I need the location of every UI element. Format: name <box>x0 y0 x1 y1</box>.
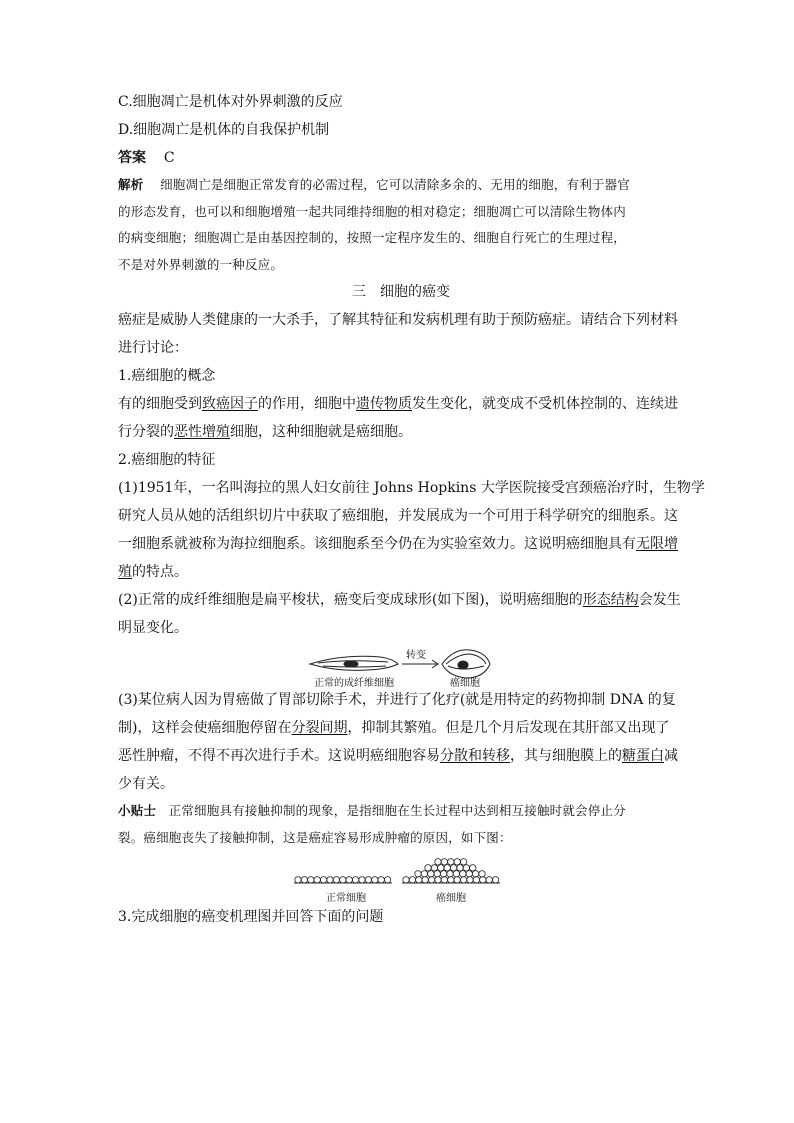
cancer-cell <box>440 871 446 877</box>
text: 制)，这样会使癌细胞停留在 <box>118 720 292 736</box>
cancer-cell <box>416 877 422 883</box>
underlined-answer: 无限增 <box>636 536 678 552</box>
cancer-cell <box>403 877 409 883</box>
normal-cell <box>327 877 333 883</box>
cancer-cell-label: 癌细胞 <box>450 678 480 689</box>
normal-cell <box>365 877 371 883</box>
cancer-cell <box>448 859 454 865</box>
document-page <box>118 88 705 931</box>
cancer-cell <box>486 877 492 883</box>
cancer-cell <box>415 871 421 877</box>
underlined-answer: 分裂间期 <box>291 720 348 736</box>
text: 减 <box>664 748 678 764</box>
intro-line-1: 癌症是威胁人类健康的一大杀手，了解其特征和发病机理有助于预防癌症。请结合下列材料 <box>118 312 678 328</box>
cancer-cell <box>447 871 453 877</box>
text: 有的细胞受到 <box>118 396 202 412</box>
cancer-cell <box>466 871 472 877</box>
text: 发生变化，就变成不受机体控制的、连续进 <box>412 396 678 412</box>
cancer-cell <box>460 859 466 865</box>
intro-line-2: 进行讨论： <box>118 340 188 356</box>
para-3-line-1 <box>118 586 684 614</box>
underlined-answer: 遗传物质 <box>356 396 412 412</box>
cancer-cell <box>422 877 428 883</box>
option-d: D.细胞凋亡是机体的自我保护机制 <box>118 122 330 138</box>
answer-label: 答案 <box>118 150 146 166</box>
cancer-cell <box>428 877 434 883</box>
normal-cell <box>372 877 378 883</box>
text: 行分裂的 <box>118 424 174 440</box>
underlined-answer: 殖 <box>118 564 132 580</box>
para-4-line-1: (3)某位病人因为胃癌做了胃部切除手术，并进行了化疗(就是用特定的药物抑制 DNA 的复 <box>118 692 676 708</box>
cancer-cell <box>441 859 447 865</box>
para-4-line-2 <box>118 714 684 742</box>
cancer-cell <box>431 865 437 871</box>
underlined-answer: 致癌因子 <box>202 396 258 412</box>
cancer-cell <box>453 871 459 877</box>
text: 细胞，这种细胞就是癌细胞。 <box>230 424 412 440</box>
answer-line <box>118 144 684 172</box>
para-2-line-1: (1)1951年，一名叫海拉的黑人妇女前往 Johns Hopkins 大学医院接受宫颈癌治疗时，生物学 <box>118 480 705 496</box>
cancer-cell <box>492 877 498 883</box>
text: 的特点。 <box>132 564 188 580</box>
text: 一细胞系就被称为海拉细胞系。该细胞系至今仍在为实验室效力。这说明癌细胞具有 <box>118 536 636 552</box>
cancer-cell <box>441 877 447 883</box>
normal-cell <box>359 877 365 883</box>
underlined-answer: 分散和转移 <box>440 748 510 764</box>
analysis-label: 解析 <box>118 177 144 192</box>
normal-cell <box>308 877 314 883</box>
cancer-cell <box>460 877 466 883</box>
normal-cell <box>340 877 346 883</box>
underlined-answer: 恶性增殖 <box>174 424 230 440</box>
analysis-line-3: 的病变细胞；细胞凋亡是由基因控制的，按照一定程序发生的、细胞自行死亡的生理过程， <box>118 230 627 245</box>
cancer-cell <box>463 865 469 871</box>
text: (2)正常的成纤维细胞是扁平梭状，癌变后变成球形(如下图)，说明癌细胞的 <box>118 592 583 608</box>
cancer-cell <box>470 865 476 871</box>
cancer-cell <box>428 871 434 877</box>
tip-line-1 <box>118 798 684 825</box>
cancer-cell <box>479 871 485 877</box>
normal-cell <box>301 877 307 883</box>
section-title: 三 细胞的癌变 <box>352 284 450 300</box>
figure-contact-inhibition <box>118 851 684 903</box>
heading-2: 2.癌细胞的特征 <box>118 452 216 468</box>
normal-cell <box>352 877 358 883</box>
text: ，抑制其繁殖。但是几个月后发现在其肝部又出现了 <box>347 720 670 736</box>
analysis-line-4: 不是对外界刺激的一种反应。 <box>118 256 284 272</box>
cancer-cell <box>435 859 441 865</box>
para-2-line-2: 研究人员从她的活组织切片中获取了癌细胞，并发展成为一个可用于科学研究的细胞系。这 <box>118 508 678 524</box>
heading-3: 3.完成细胞的癌变机理图并回答下面的问题 <box>118 909 384 925</box>
fibroblast-cell <box>310 656 398 670</box>
cancer-cell <box>438 865 444 871</box>
cancer-cell <box>472 871 478 877</box>
para-2-line-4 <box>118 558 684 586</box>
cancer-cell <box>421 871 427 877</box>
fibroblast-label: 正常的成纤维细胞 <box>314 678 394 689</box>
answer-value: C <box>163 150 175 166</box>
cancer-cells-label: 癌细胞 <box>436 893 466 904</box>
tip-line-2: 裂。癌细胞丧失了接触抑制，这是癌症容易形成肿瘤的原因，如下图： <box>118 829 512 845</box>
text: ，其与细胞膜上的 <box>510 748 622 764</box>
text: 恶性肿瘤，不得不再次进行手术。这说明癌细胞容易 <box>118 748 440 764</box>
cancer-cell <box>457 865 463 871</box>
cancer-cell <box>467 877 473 883</box>
normal-cell <box>333 877 339 883</box>
contact-inhibition-diagram <box>118 851 684 903</box>
option-c: C.细胞凋亡是机体对外界刺激的反应 <box>118 94 343 110</box>
figure-cell-transformation <box>118 642 684 689</box>
analysis-line-1 <box>118 172 684 199</box>
text: 的作用，细胞中 <box>258 396 356 412</box>
cancer-cell <box>454 859 460 865</box>
para-2-line-3 <box>118 530 684 558</box>
para-1-line-1 <box>118 390 684 418</box>
cancer-cell <box>454 877 460 883</box>
para-4-line-4: 少有关。 <box>118 776 174 792</box>
cancer-cell <box>450 865 456 871</box>
cancer-cell <box>473 877 479 883</box>
cancer-cell <box>434 871 440 877</box>
underlined-answer: 糖蛋白 <box>622 748 664 764</box>
para-1-line-2 <box>118 418 684 446</box>
analysis-line-2: 的形态发育，也可以和细胞增殖一起共同维持细胞的相对稳定；细胞凋亡可以清除生物体内 <box>118 203 627 219</box>
analysis-text-1: 细胞凋亡是细胞正常发育的必需过程，它可以清除多余的、无用的细胞，有利于器官 <box>160 177 631 192</box>
cancer-cell <box>444 865 450 871</box>
heading-1: 1.癌细胞的概念 <box>118 368 216 384</box>
normal-cell <box>378 877 384 883</box>
underlined-answer: 形态结构 <box>582 592 639 608</box>
para-3-line-2: 明显变化。 <box>118 620 188 636</box>
tip-text-1: 正常细胞具有接触抑制的现象，是指细胞在生长过程中达到相互接触时就会停止分 <box>168 803 626 818</box>
cancer-cell <box>409 877 415 883</box>
transform-arrow <box>402 660 438 668</box>
normal-cells-label: 正常细胞 <box>326 893 366 904</box>
normal-cell <box>295 877 301 883</box>
normal-cell <box>384 877 390 883</box>
cancer-cell <box>480 877 486 883</box>
cancer-cell <box>448 877 454 883</box>
cancer-cell <box>425 865 431 871</box>
arrow-label: 转变 <box>406 650 426 661</box>
normal-cell <box>346 877 352 883</box>
normal-cell <box>320 877 326 883</box>
transformation-diagram <box>118 642 684 686</box>
cancer-cell <box>460 871 466 877</box>
text: 会发生 <box>638 592 681 608</box>
tip-label: 小贴士 <box>118 803 157 818</box>
para-4-line-3 <box>118 742 684 770</box>
cancer-cell <box>435 877 441 883</box>
normal-cell <box>314 877 320 883</box>
